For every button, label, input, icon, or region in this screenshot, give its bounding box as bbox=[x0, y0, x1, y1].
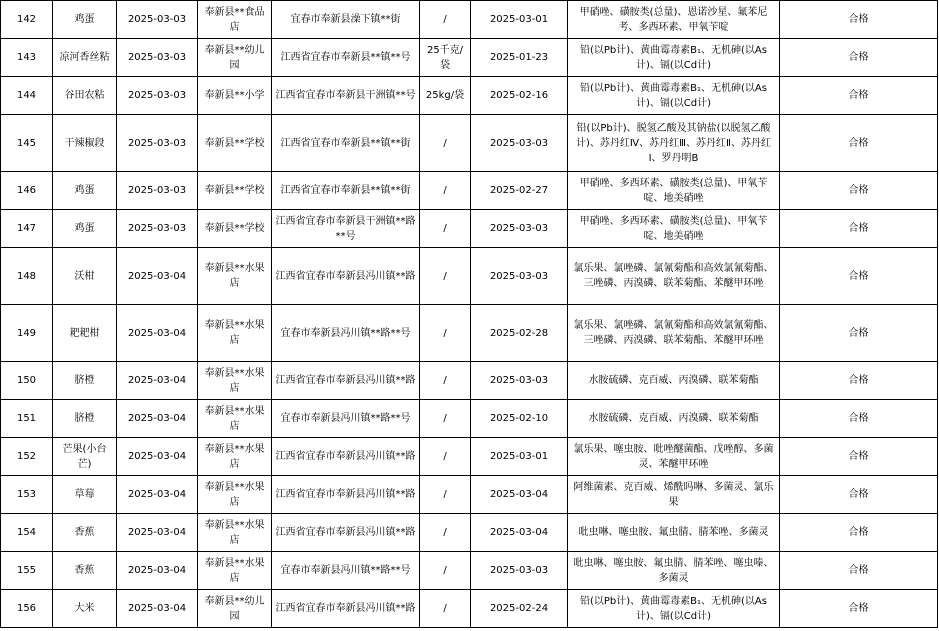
product-name: 香蕉 bbox=[53, 552, 117, 590]
test-items: 铅(以Pb计)、黄曲霉毒素B₁、无机砷(以As计)、镉(以Cd计) bbox=[568, 39, 780, 77]
unit-address: 江西省宜春市奉新县冯川镇**路 bbox=[272, 248, 420, 305]
test-items: 阿维菌素、克百威、烯酰吗啉、多菌灵、氯乐果 bbox=[568, 476, 780, 514]
test-items: 铅(以Pb计)、黄曲霉毒素B₁、无机砷(以As计)、镉(以Cd计) bbox=[568, 590, 780, 628]
production-date: 2025-03-01 bbox=[471, 1, 568, 39]
product-name: 沃柑 bbox=[53, 248, 117, 305]
production-date: 2025-03-03 bbox=[471, 115, 568, 172]
test-items: 吡虫啉、噻虫胺、氟虫腈、腈苯唑、噻虫嗪、多菌灵 bbox=[568, 552, 780, 590]
test-items: 铅(以Pb计)、脱氢乙酸及其钠盐(以脱氢乙酸计)、苏丹红Ⅳ、苏丹红Ⅲ、苏丹红Ⅱ、苏丹红Ⅰ、罗丹明B bbox=[568, 115, 780, 172]
production-date: 2025-03-01 bbox=[471, 438, 568, 476]
specification: / bbox=[420, 514, 471, 552]
row-number: 152 bbox=[1, 438, 53, 476]
product-name: 脐橙 bbox=[53, 362, 117, 400]
row-number: 146 bbox=[1, 172, 53, 210]
production-date: 2025-02-10 bbox=[471, 400, 568, 438]
sampling-date: 2025-03-04 bbox=[117, 305, 198, 362]
sampled-unit: 奉新县**水果店 bbox=[198, 514, 272, 552]
sampled-unit: 奉新县**幼儿园 bbox=[198, 39, 272, 77]
sampling-date: 2025-03-04 bbox=[117, 476, 198, 514]
unit-address: 江西省宜春市奉新县**镇**街 bbox=[272, 172, 420, 210]
test-result: 合格 bbox=[780, 438, 938, 476]
production-date: 2025-02-16 bbox=[471, 77, 568, 115]
sampled-unit: 奉新县**水果店 bbox=[198, 400, 272, 438]
specification: 25kg/袋 bbox=[420, 77, 471, 115]
unit-address: 江西省宜春市奉新县冯川镇**路 bbox=[272, 590, 420, 628]
specification: / bbox=[420, 438, 471, 476]
row-number: 153 bbox=[1, 476, 53, 514]
sampled-unit: 奉新县**水果店 bbox=[198, 438, 272, 476]
product-name: 耙耙柑 bbox=[53, 305, 117, 362]
test-items: 甲硝唑、多西环素、磺胺类(总量)、甲氧苄啶、地美硝唑 bbox=[568, 172, 780, 210]
row-number: 150 bbox=[1, 362, 53, 400]
table-row bbox=[1, 400, 938, 438]
production-date: 2025-02-28 bbox=[471, 305, 568, 362]
unit-address: 宜春市奉新县澡下镇**街 bbox=[272, 1, 420, 39]
specification: / bbox=[420, 305, 471, 362]
unit-address: 江西省宜春市奉新县冯川镇**路 bbox=[272, 362, 420, 400]
production-date: 2025-03-03 bbox=[471, 210, 568, 248]
sampling-date: 2025-03-03 bbox=[117, 210, 198, 248]
unit-address: 江西省宜春市奉新县干洲镇**路**号 bbox=[272, 210, 420, 248]
sampled-unit: 奉新县**学校 bbox=[198, 115, 272, 172]
table-row bbox=[1, 590, 938, 628]
unit-address: 江西省宜春市奉新县**镇**号 bbox=[272, 39, 420, 77]
product-name: 草莓 bbox=[53, 476, 117, 514]
table-row bbox=[1, 514, 938, 552]
test-items: 甲硝唑、多西环素、磺胺类(总量)、甲氧苄啶、地美硝唑 bbox=[568, 210, 780, 248]
unit-address: 宜春市奉新县冯川镇**路**号 bbox=[272, 400, 420, 438]
test-result: 合格 bbox=[780, 39, 938, 77]
sampling-date: 2025-03-03 bbox=[117, 39, 198, 77]
sampling-date: 2025-03-03 bbox=[117, 115, 198, 172]
specification: / bbox=[420, 115, 471, 172]
table-row bbox=[1, 1, 938, 39]
sampling-date: 2025-03-03 bbox=[117, 77, 198, 115]
product-name: 谷田农粘 bbox=[53, 77, 117, 115]
test-result: 合格 bbox=[780, 1, 938, 39]
specification: / bbox=[420, 400, 471, 438]
sampled-unit: 奉新县**水果店 bbox=[198, 248, 272, 305]
table-row bbox=[1, 438, 938, 476]
specification: / bbox=[420, 1, 471, 39]
table-row bbox=[1, 248, 938, 305]
table-row bbox=[1, 362, 938, 400]
row-number: 151 bbox=[1, 400, 53, 438]
row-number: 156 bbox=[1, 590, 53, 628]
sampled-unit: 奉新县**学校 bbox=[198, 210, 272, 248]
specification: / bbox=[420, 552, 471, 590]
production-date: 2025-03-03 bbox=[471, 552, 568, 590]
unit-address: 江西省宜春市奉新县冯川镇**路 bbox=[272, 514, 420, 552]
test-items: 氯乐果、氯唑磷、氯氰菊酯和高效氯氰菊酯、三唑磷、丙溴磷、联苯菊酯、苯醚甲环唑 bbox=[568, 305, 780, 362]
production-date: 2025-01-23 bbox=[471, 39, 568, 77]
test-items: 氯乐果、噻虫胺、吡唑醚菌酯、戊唑醇、多菌灵、苯醚甲环唑 bbox=[568, 438, 780, 476]
product-name: 大米 bbox=[53, 590, 117, 628]
row-number: 154 bbox=[1, 514, 53, 552]
test-result: 合格 bbox=[780, 305, 938, 362]
test-items: 水胺硫磷、克百威、丙溴磷、联苯菊酯 bbox=[568, 362, 780, 400]
table-row bbox=[1, 115, 938, 172]
production-date: 2025-03-04 bbox=[471, 476, 568, 514]
sampled-unit: 奉新县**食品店 bbox=[198, 1, 272, 39]
table-row bbox=[1, 210, 938, 248]
specification: / bbox=[420, 210, 471, 248]
production-date: 2025-03-03 bbox=[471, 248, 568, 305]
row-number: 143 bbox=[1, 39, 53, 77]
sampled-unit: 奉新县**幼儿园 bbox=[198, 590, 272, 628]
sampling-date: 2025-03-03 bbox=[117, 172, 198, 210]
test-items: 甲硝唑、磺胺类(总量)、恩诺沙星、氟苯尼考、多西环素、甲氧苄啶 bbox=[568, 1, 780, 39]
test-result: 合格 bbox=[780, 552, 938, 590]
product-name: 鸡蛋 bbox=[53, 172, 117, 210]
row-number: 142 bbox=[1, 1, 53, 39]
sampled-unit: 奉新县**小学 bbox=[198, 77, 272, 115]
sampling-date: 2025-03-04 bbox=[117, 590, 198, 628]
test-result: 合格 bbox=[780, 362, 938, 400]
test-items: 水胺硫磷、克百威、丙溴磷、联苯菊酯 bbox=[568, 400, 780, 438]
product-name: 干辣椒段 bbox=[53, 115, 117, 172]
unit-address: 江西省宜春市奉新县冯川镇**路 bbox=[272, 476, 420, 514]
row-number: 149 bbox=[1, 305, 53, 362]
test-result: 合格 bbox=[780, 77, 938, 115]
sampling-date: 2025-03-04 bbox=[117, 248, 198, 305]
product-name: 鸡蛋 bbox=[53, 210, 117, 248]
product-name: 香蕉 bbox=[53, 514, 117, 552]
sampled-unit: 奉新县**水果店 bbox=[198, 552, 272, 590]
sampling-date: 2025-03-04 bbox=[117, 552, 198, 590]
production-date: 2025-02-27 bbox=[471, 172, 568, 210]
unit-address: 宜春市奉新县冯川镇**路**号 bbox=[272, 305, 420, 362]
production-date: 2025-03-03 bbox=[471, 362, 568, 400]
row-number: 145 bbox=[1, 115, 53, 172]
sampled-unit: 奉新县**学校 bbox=[198, 172, 272, 210]
test-result: 合格 bbox=[780, 210, 938, 248]
specification: / bbox=[420, 590, 471, 628]
unit-address: 江西省宜春市奉新县**镇**街 bbox=[272, 115, 420, 172]
unit-address: 江西省宜春市奉新县干洲镇**号 bbox=[272, 77, 420, 115]
table-row bbox=[1, 39, 938, 77]
test-result: 合格 bbox=[780, 514, 938, 552]
sampling-date: 2025-03-04 bbox=[117, 438, 198, 476]
row-number: 144 bbox=[1, 77, 53, 115]
specification: / bbox=[420, 172, 471, 210]
unit-address: 宜春市奉新县冯川镇**路**号 bbox=[272, 552, 420, 590]
unit-address: 江西省宜春市奉新县冯川镇**路 bbox=[272, 438, 420, 476]
test-items: 铅(以Pb计)、黄曲霉毒素B₁、无机砷(以As计)、镉(以Cd计) bbox=[568, 77, 780, 115]
sampling-date: 2025-03-04 bbox=[117, 514, 198, 552]
test-result: 合格 bbox=[780, 590, 938, 628]
sampling-date: 2025-03-04 bbox=[117, 400, 198, 438]
sampled-unit: 奉新县**水果店 bbox=[198, 476, 272, 514]
test-result: 合格 bbox=[780, 248, 938, 305]
test-result: 合格 bbox=[780, 400, 938, 438]
product-name: 芒果(小台芒) bbox=[53, 438, 117, 476]
test-result: 合格 bbox=[780, 172, 938, 210]
test-items: 氯乐果、氯唑磷、氯氰菊酯和高效氯氰菊酯、三唑磷、丙溴磷、联苯菊酯、苯醚甲环唑 bbox=[568, 248, 780, 305]
test-result: 合格 bbox=[780, 476, 938, 514]
sampled-unit: 奉新县**水果店 bbox=[198, 362, 272, 400]
product-name: 脐橙 bbox=[53, 400, 117, 438]
sampled-unit: 奉新县**水果店 bbox=[198, 305, 272, 362]
sampling-date: 2025-03-04 bbox=[117, 362, 198, 400]
table-row bbox=[1, 77, 938, 115]
product-name: 鸡蛋 bbox=[53, 1, 117, 39]
product-name: 凉河香丝粘 bbox=[53, 39, 117, 77]
specification: / bbox=[420, 476, 471, 514]
table-row bbox=[1, 476, 938, 514]
production-date: 2025-03-04 bbox=[471, 514, 568, 552]
row-number: 155 bbox=[1, 552, 53, 590]
specification: / bbox=[420, 248, 471, 305]
table-row bbox=[1, 552, 938, 590]
specification: / bbox=[420, 362, 471, 400]
test-result: 合格 bbox=[780, 115, 938, 172]
sampling-date: 2025-03-03 bbox=[117, 1, 198, 39]
test-items: 吡虫啉、噻虫胺、氟虫腈、腈苯唑、多菌灵 bbox=[568, 514, 780, 552]
row-number: 148 bbox=[1, 248, 53, 305]
table-row bbox=[1, 305, 938, 362]
table-body bbox=[1, 1, 938, 628]
row-number: 147 bbox=[1, 210, 53, 248]
specification: 25千克/袋 bbox=[420, 39, 471, 77]
table-row bbox=[1, 172, 938, 210]
production-date: 2025-02-24 bbox=[471, 590, 568, 628]
